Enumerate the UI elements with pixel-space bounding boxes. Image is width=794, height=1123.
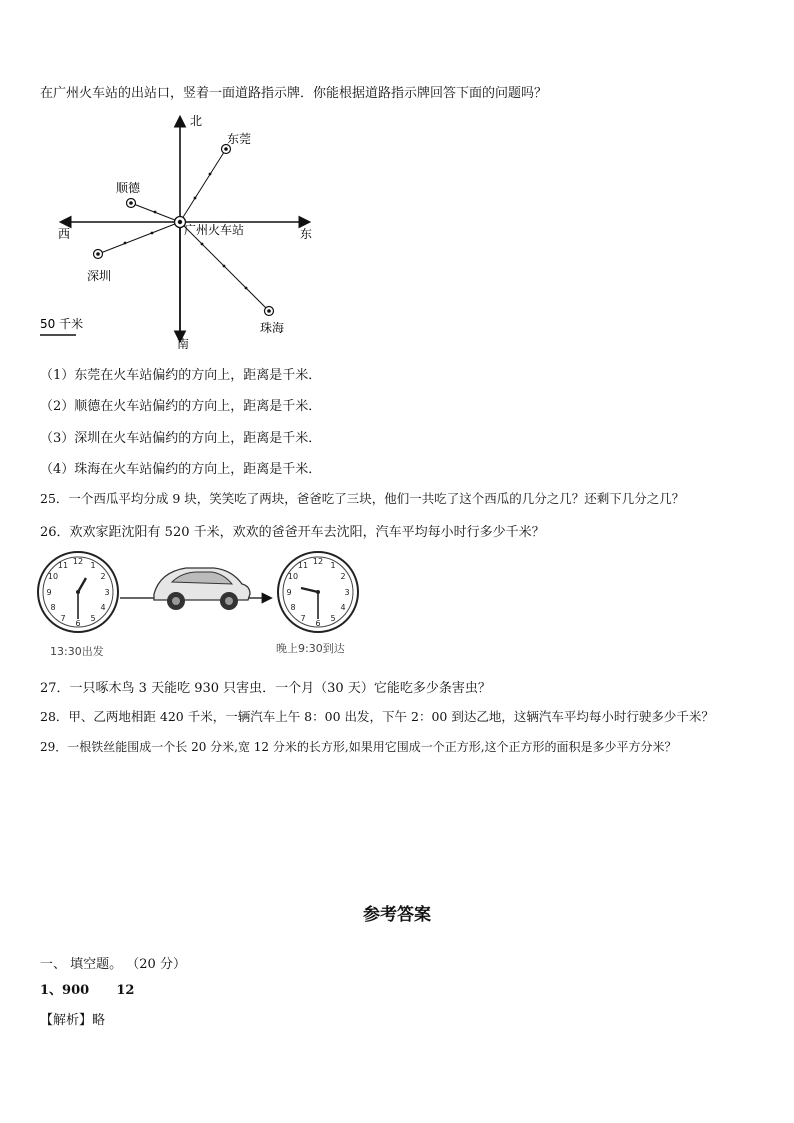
svg-text:10: 10	[287, 572, 299, 581]
scale-label: 50 千米	[40, 317, 84, 331]
clock-car-illustration	[36, 548, 366, 663]
svg-text:11: 11	[57, 561, 69, 570]
arrive-clock	[278, 552, 358, 632]
shunde-label: 顺德	[116, 181, 141, 195]
route-dongguan	[180, 149, 226, 222]
question-26: 26．欢欢家距沈阳有 520 千米，欢欢的爸爸开车去沈阳，汽车平均每小时行多少千米？	[40, 525, 545, 540]
car-icon	[154, 568, 250, 610]
svg-text:5: 5	[330, 614, 336, 623]
svg-text:7: 7	[60, 614, 66, 623]
svg-text:8: 8	[290, 603, 296, 612]
svg-text:10: 10	[47, 572, 59, 581]
svg-text:4: 4	[100, 603, 106, 612]
svg-text:1: 1	[90, 561, 96, 570]
route-shenzhen	[98, 222, 180, 254]
arrive-time-label: 晚上9:30到达	[276, 642, 345, 655]
question-28: 28．甲、乙两地相距 420 千米，一辆汽车上午 8：00 出发，下午 2：00 到达乙地，这辆汽车平均每小时行驶多少千米？	[40, 709, 714, 724]
svg-text:4: 4	[340, 603, 346, 612]
station-label: 广州火车站	[184, 223, 245, 237]
question-27: 27．一只啄木鸟 3 天能吃 930 只害虫．一个月（30 天）它能吃多少条害虫？	[40, 681, 491, 696]
east-label: 东	[300, 227, 313, 241]
svg-text:5: 5	[90, 614, 96, 623]
north-label: 北	[190, 114, 203, 128]
answer-analysis: 【解析】略	[40, 1013, 106, 1028]
depart-clock	[38, 552, 118, 632]
direction-map	[30, 108, 330, 353]
answer-1: 1、900 12	[40, 983, 135, 998]
svg-text:7: 7	[300, 614, 306, 623]
sub-question-4: （4）珠海在火车站偏约的方向上，距离是千米．	[40, 462, 322, 477]
zhuhai-label: 珠海	[260, 321, 285, 335]
intro-text: 在广州火车站的出站口，竖着一面道路指示牌．你能根据道路指示牌回答下面的问题吗？	[40, 86, 548, 101]
svg-text:3: 3	[104, 588, 110, 597]
question-29: 29．一根铁丝能围成一个长 20 分米,宽 12 分米的长方形,如果用它围成一个正方形,这个正方形的面积是多少平方分米？	[40, 740, 677, 754]
clock-figure	[36, 548, 366, 663]
depart-time-label: 13:30出发	[50, 645, 104, 658]
svg-text:1: 1	[330, 561, 336, 570]
road-sign-diagram	[30, 108, 330, 353]
svg-text:6: 6	[75, 619, 81, 628]
sub-question-1: （1）东莞在火车站偏约的方向上，距离是千米．	[40, 368, 322, 383]
svg-text:9: 9	[46, 588, 52, 597]
answers-title: 参考答案	[363, 905, 431, 925]
svg-text:12: 12	[312, 557, 324, 566]
city-marker-zhuhai	[265, 307, 274, 316]
city-marker-shenzhen	[94, 250, 103, 259]
sub-question-2: （2）顺德在火车站偏约的方向上，距离是千米．	[40, 399, 322, 414]
city-marker-shunde	[127, 199, 136, 208]
question-25: 25．一个西瓜平均分成 9 块，笑笑吃了两块，爸爸吃了三块，他们一共吃了这个西瓜的几分之几？还剩下几分之几？	[40, 491, 685, 506]
svg-text:8: 8	[50, 603, 56, 612]
dongguan-label: 东莞	[227, 132, 252, 146]
answers-section-heading: 一、 填空题。 （20 分）	[40, 957, 186, 972]
west-label: 西	[58, 227, 71, 241]
svg-text:6: 6	[315, 619, 321, 628]
svg-text:2: 2	[340, 572, 346, 581]
svg-text:9: 9	[286, 588, 292, 597]
svg-text:11: 11	[297, 561, 309, 570]
shenzhen-label: 深圳	[87, 269, 112, 283]
sub-question-3: （3）深圳在火车站偏约的方向上，距离是千米．	[40, 431, 322, 446]
svg-text:12: 12	[72, 557, 84, 566]
svg-text:2: 2	[100, 572, 106, 581]
svg-text:3: 3	[344, 588, 350, 597]
south-label: 南	[177, 337, 190, 351]
